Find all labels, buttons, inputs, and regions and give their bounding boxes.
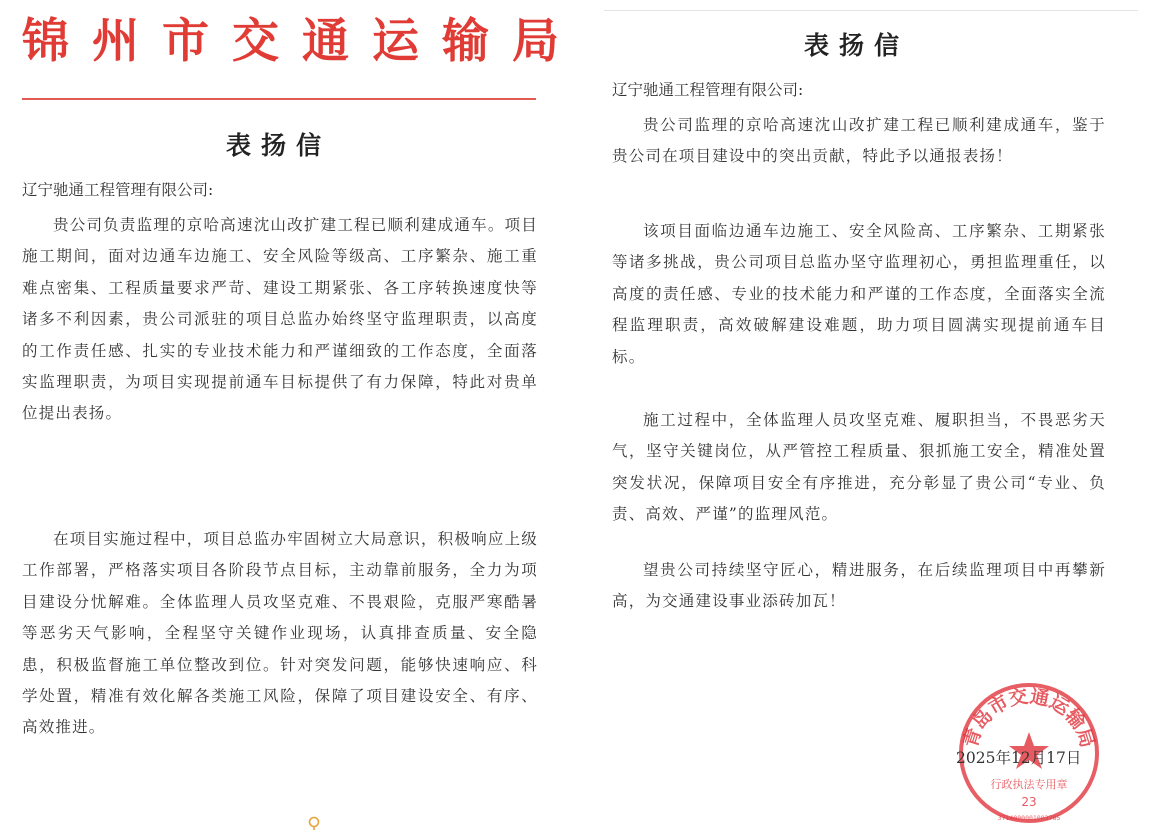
page-top-rule xyxy=(604,10,1138,11)
body-paragraph: 施工过程中，全体监理人员攻坚克难、履职担当，不畏恶劣天气，坚守关键岗位，从严管控工程质量、狠抓施工安全，精准处置突发状况，保障项目安全有序推进，充分彰显了贵公司“专业、负责、高效、严谨”的监理风范。 xyxy=(612,411,1106,524)
cursor-mark-icon xyxy=(306,814,322,830)
salutation: 辽宁驰通工程管理有限公司: xyxy=(22,181,214,199)
seal-middle-text: 行政执法专用章 xyxy=(990,778,1068,791)
seal-number: 23 xyxy=(1021,795,1037,809)
salutation: 辽宁驰通工程管理有限公司: xyxy=(612,81,804,99)
header-red-rule xyxy=(22,98,536,100)
body-paragraph: 贵公司负责监理的京哈高速沈山改扩建工程已顺利建成通车。项目施工期间，面对边通车边施工、安全风险等级高、工序繁杂、施工重难点密集、工程质量要求严苛、建设工期紧张、各工序转换速度快等诸多不利因素，贵公司派驻的项目总监办始终坚守监理职责，以高度的工作责任感、扎实的专业技术能力和严谨细致的工作态度，全面落实监理职责，为项目实现提前通车目标提供了有力保障，特此对贵单位提出表扬。 xyxy=(22,216,538,423)
body-paragraph: 望贵公司持续坚守匠心，精进服务，在后续监理项目中再攀新高，为交通建设事业添砖加瓦！ xyxy=(612,561,1106,611)
letter-title: 表扬信 xyxy=(804,31,910,60)
body-paragraph: 在项目实施过程中，项目总监办牢固树立大局意识，积极响应上级工作部署，严格落实项目各阶段节点目标，主动靠前服务，全力为项目建设分忧解难。全体监理人员攻坚克难、不畏艰险，克服严寒酷暑等恶劣天气影响，全程坚守关键作业现场，认真排查质量、安全隐患，积极监督施工单位整改到位。针对突发问题，能够快速响应、科学处置，精准有效化解各类施工风险，保障了项目建设安全、有序、高效推进。 xyxy=(22,530,538,737)
body-paragraph: 贵公司监理的京哈高速沈山改扩建工程已顺利建成通车，鉴于贵公司在项目建设中的突出贡献，特此予以通报表扬！ xyxy=(612,116,1106,166)
right-letter-page xyxy=(590,0,1156,833)
letter-title: 表扬信 xyxy=(226,131,332,160)
seal-serial: 3714000001003785 xyxy=(997,814,1061,822)
org-header: 锦州市交通运输局 xyxy=(22,14,582,69)
seal-top-text: 青岛市交通运输局 xyxy=(959,685,1099,751)
body-paragraph: 该项目面临边通车边施工、安全风险高、工序繁杂、工期紧张等诸多挑战，贵公司项目总监办坚守监理初心，勇担监理重任，以高度的责任感、专业的技术能力和严谨的工作态度，全面落实全流程监理职责，高效破解建设难题，助力项目圆满实现提前通车目标。 xyxy=(612,222,1106,366)
letter-date: 2025年12月17日 xyxy=(956,749,1082,767)
